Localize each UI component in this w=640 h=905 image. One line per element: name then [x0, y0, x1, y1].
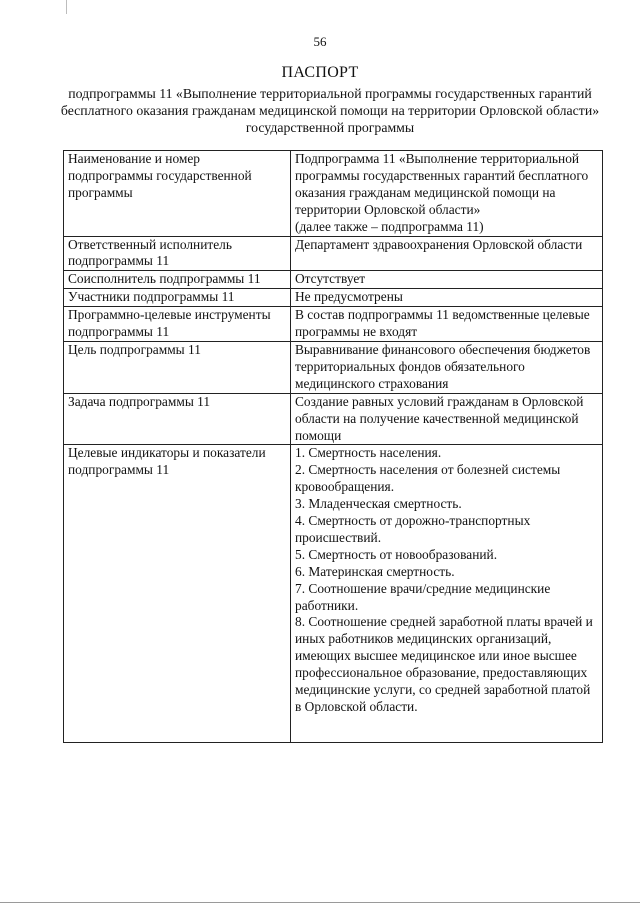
table-row-instruments [64, 307, 603, 342]
page-number: 56 [313, 34, 327, 49]
row-label: Наименование и номер подпрограммы государственной программы [64, 151, 291, 237]
indicator-item: 2. Смертность населения от болезней системы кровообращения. [295, 462, 561, 495]
table-row-responsible [64, 236, 603, 271]
row-label: Ответственный исполнитель подпрограммы 11 [64, 236, 291, 271]
indicator-item: 8. Соотношение средней заработной платы врачей и иных работников медицинских организаций, имеющих высшее медицинское или иное высшее профессиональное образование, предоставляющих медицинские услуги, со средней заработной платой в Орловской области. [295, 614, 593, 714]
row-value [291, 445, 603, 743]
row-label: Программно-целевые инструменты подпрограммы 11 [64, 307, 291, 342]
row-label: Соисполнитель подпрограммы 11 [64, 271, 291, 289]
scan-artifact-mark [66, 0, 67, 14]
row-label: Цель подпрограммы 11 [64, 341, 291, 393]
row-label: Участники подпрограммы 11 [64, 289, 291, 307]
table-row-indicators [64, 445, 603, 743]
passport-table [63, 150, 603, 743]
indicator-item: 4. Смертность от дорожно-транспортных происшествий. [295, 513, 531, 545]
row-value: Выравнивание финансового обеспечения бюджетов территориальных фондов обязательного медицинского страхования [291, 341, 603, 393]
document-title: ПАСПОРТ [281, 64, 359, 81]
row-value: Не предусмотрены [291, 289, 603, 307]
row-value-line: (далее также – подпрограмма 11) [295, 218, 484, 234]
indicator-item: 1. Смертность населения. [295, 445, 442, 461]
indicator-item: 7. Соотношение врачи/средние медицинские работники. [295, 580, 551, 613]
row-value: В состав подпрограммы 11 ведомственные целевые программы не входят [291, 307, 603, 342]
row-label: Целевые индикаторы и показатели подпрограммы 11 [64, 445, 291, 743]
indicator-list [295, 445, 598, 716]
table-row-participants [64, 289, 603, 307]
row-value [291, 151, 603, 237]
page-bottom-edge [0, 902, 640, 903]
row-value-line: Подпрограмма 11 «Выполнение территориальной программы государственных гарантий бесплатного оказания гражданам медицинской помощи на территории Орловской области» [295, 151, 589, 217]
row-label: Задача подпрограммы 11 [64, 393, 291, 445]
indicator-item: 5. Смертность от новообразований. [295, 546, 498, 562]
document-subtitle: подпрограммы 11 «Выполнение территориальной программы государственных гарантий бесплатного оказания гражданам медицинской помощи на территории Орловской области» государственной программы [60, 86, 600, 135]
table-row-name [64, 151, 603, 237]
row-value: Отсутствует [291, 271, 603, 289]
indicator-item: 3. Младенческая смертность. [295, 496, 462, 512]
indicator-item: 6. Материнская смертность. [295, 563, 455, 579]
row-value: Департамент здравоохранения Орловской области [291, 236, 603, 271]
table-row-coexecutor [64, 271, 603, 289]
table-row-task [64, 393, 603, 445]
row-value: Создание равных условий гражданам в Орловской области на получение качественной медицинской помощи [291, 393, 603, 445]
table-row-goal [64, 341, 603, 393]
